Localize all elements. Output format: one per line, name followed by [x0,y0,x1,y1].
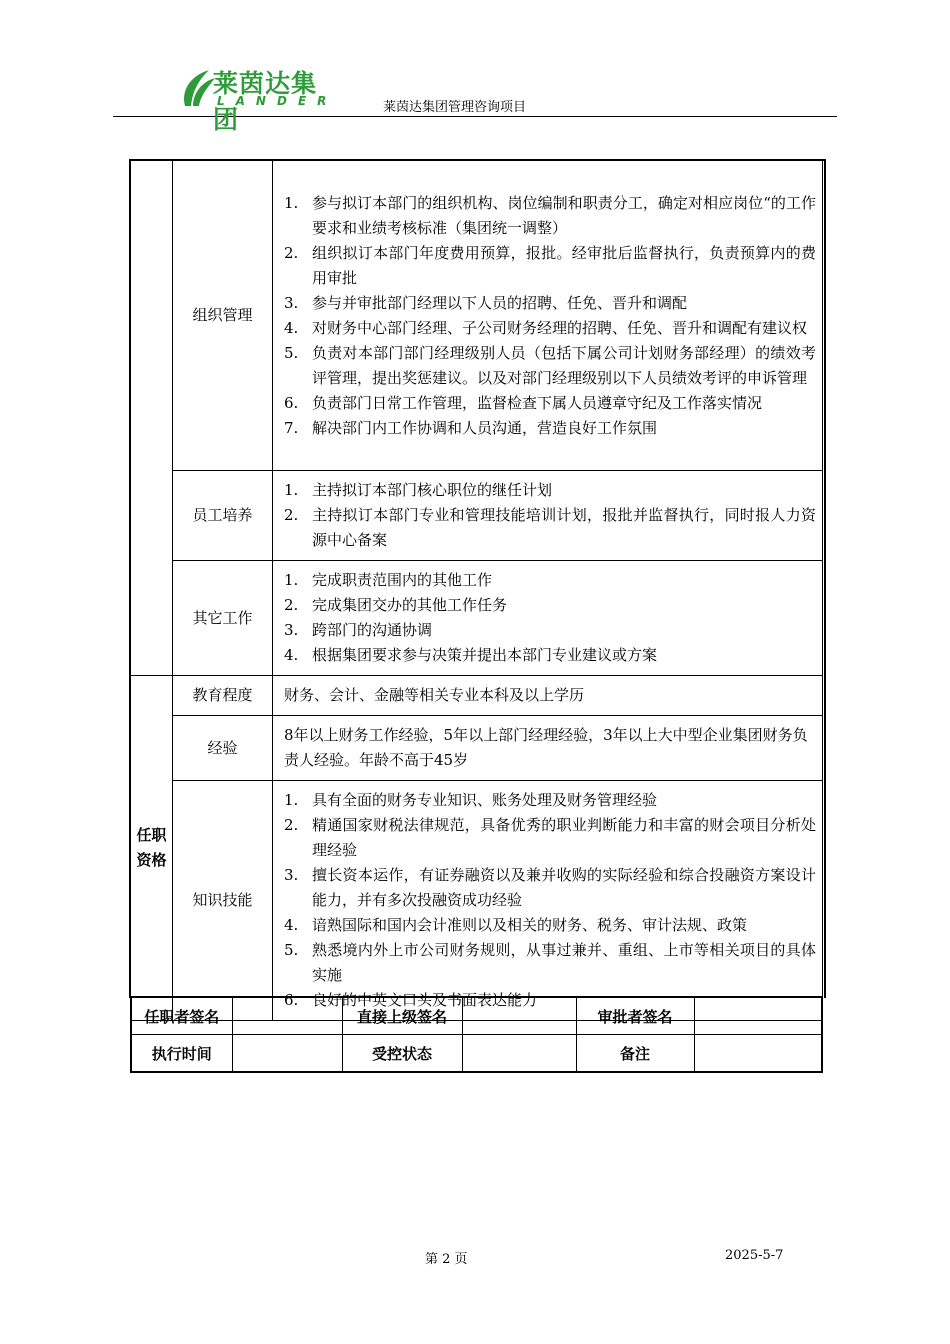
table-row [131,561,823,676]
skills-label: 知识技能 [173,781,273,1021]
table-row [131,781,823,1021]
list-item: 1. 具有全面的财务专业知识、账务处理及财务管理经验 [284,791,658,809]
responsibility-list [284,478,816,553]
skills-list [284,788,816,1013]
execution-time-label: 执行时间 [131,1035,232,1073]
incumbent-signature-field[interactable] [232,997,342,1035]
approver-signature-label: 审批者签名 [576,997,694,1035]
table-row [131,997,822,1035]
logo-chinese-name: 莱茵达集团 [213,69,318,134]
list-item: 3. 跨部门的沟通协调 [284,621,433,639]
supervisor-signature-label: 直接上级签名 [342,997,462,1035]
control-status-label: 受控状态 [342,1035,462,1073]
education-label: 教育程度 [173,676,273,716]
table-row [131,161,823,471]
page-number: 第 2 页 [425,1252,468,1267]
skills-content [273,781,823,1021]
list-item: 3. 参与并审批部门经理以下人员的招聘、任免、晋升和调配 [284,293,688,312]
list-item: 6. 负责部门日常工作管理，监督检查下属人员遵章守纪及工作落实情况 [284,393,763,412]
list-item: 2. 精通国家财税法律规范，具备优秀的职业判断能力和丰富的财会项目分析处理经验 [284,816,816,859]
education-value: 财务、会计、金融等相关专业本科及以上学历 [273,676,823,716]
list-item: 2. 完成集团交办的其他工作任务 [284,596,508,614]
list-item: 7. 解决部门内工作协调和人员沟通，营造良好工作氛围 [284,418,658,437]
job-description-table [130,160,823,1021]
signoff-table [130,996,823,1073]
footer-date: 2025-5-7 [725,1248,784,1263]
list-item: 2. 主持拟订本部门专业和管理技能培训计划，报批并监督执行，同时报人力资源中心备案 [284,506,816,549]
incumbent-signature-label: 任职者签名 [131,997,232,1035]
list-item: 1. 主持拟订本部门核心职位的继任计划 [284,481,553,499]
list-item: 1. 完成职责范围内的其他工作 [284,571,493,589]
control-status-field[interactable] [462,1035,576,1073]
responsibility-list [284,568,816,668]
list-item: 4. 对财务中心部门经理、子公司财务经理的招聘、任免、晋升和调配有建议权 [284,318,808,337]
execution-time-field[interactable] [232,1035,342,1073]
category-label: 组织管理 [173,161,273,471]
list-item: 4. 谙熟国际和国内会计准则以及相关的财务、税务、审计法规、政策 [284,916,748,934]
remarks-field[interactable] [694,1035,822,1073]
qualifications-label: 任职资格 [131,676,173,1021]
table-row [131,716,823,781]
responsibility-side-cell [131,161,173,676]
category-content [273,561,823,676]
list-item: 5. 熟悉境内外上市公司财务规则，从事过兼并、重组、上市等相关项目的具体实施 [284,941,816,984]
table-row [131,471,823,561]
table-row [131,1035,822,1073]
experience-value: 8年以上财务工作经验，5年以上部门经理经验，3年以上大中型企业集团财务负责人经验。年龄不高于45岁 [273,716,823,781]
responsibility-list [284,191,816,441]
supervisor-signature-field[interactable] [462,997,576,1035]
category-content [273,471,823,561]
approver-signature-field[interactable] [694,997,822,1035]
category-label: 员工培养 [173,471,273,561]
header-title: 莱茵达集团管理咨询项目 [383,100,527,115]
leaf-logo-icon [179,66,217,110]
company-logo [179,64,338,134]
list-item: 1. 参与拟订本部门的组织机构、岗位编制和职责分工，确定对相应岗位“的工作要求和业绩考核标准（集团统一调整） [284,193,816,237]
category-label: 其它工作 [173,561,273,676]
list-item: 6. 良好的中英文口头及书面表达能力 [284,991,538,1009]
logo-english-name: LANDER [217,94,338,108]
category-content [273,161,823,471]
list-item: 5. 负责对本部门部门经理级别人员（包括下属公司计划财务部经理）的绩效考评管理，提出奖惩建议。以及对部门经理级别以下人员绩效考评的申诉管理 [284,343,816,387]
experience-label: 经验 [173,716,273,781]
remarks-label: 备注 [576,1035,694,1073]
list-item: 4. 根据集团要求参与决策并提出本部门专业建议或方案 [284,646,658,664]
list-item: 2. 组织拟订本部门年度费用预算，报批。经审批后监督执行，负责预算内的费用审批 [284,243,816,287]
page-header [113,60,837,134]
list-item: 3. 擅长资本运作，有证券融资以及兼并收购的实际经验和综合投融资方案设计能力，并有多次投融资成功经验 [284,866,816,909]
table-row [131,676,823,716]
